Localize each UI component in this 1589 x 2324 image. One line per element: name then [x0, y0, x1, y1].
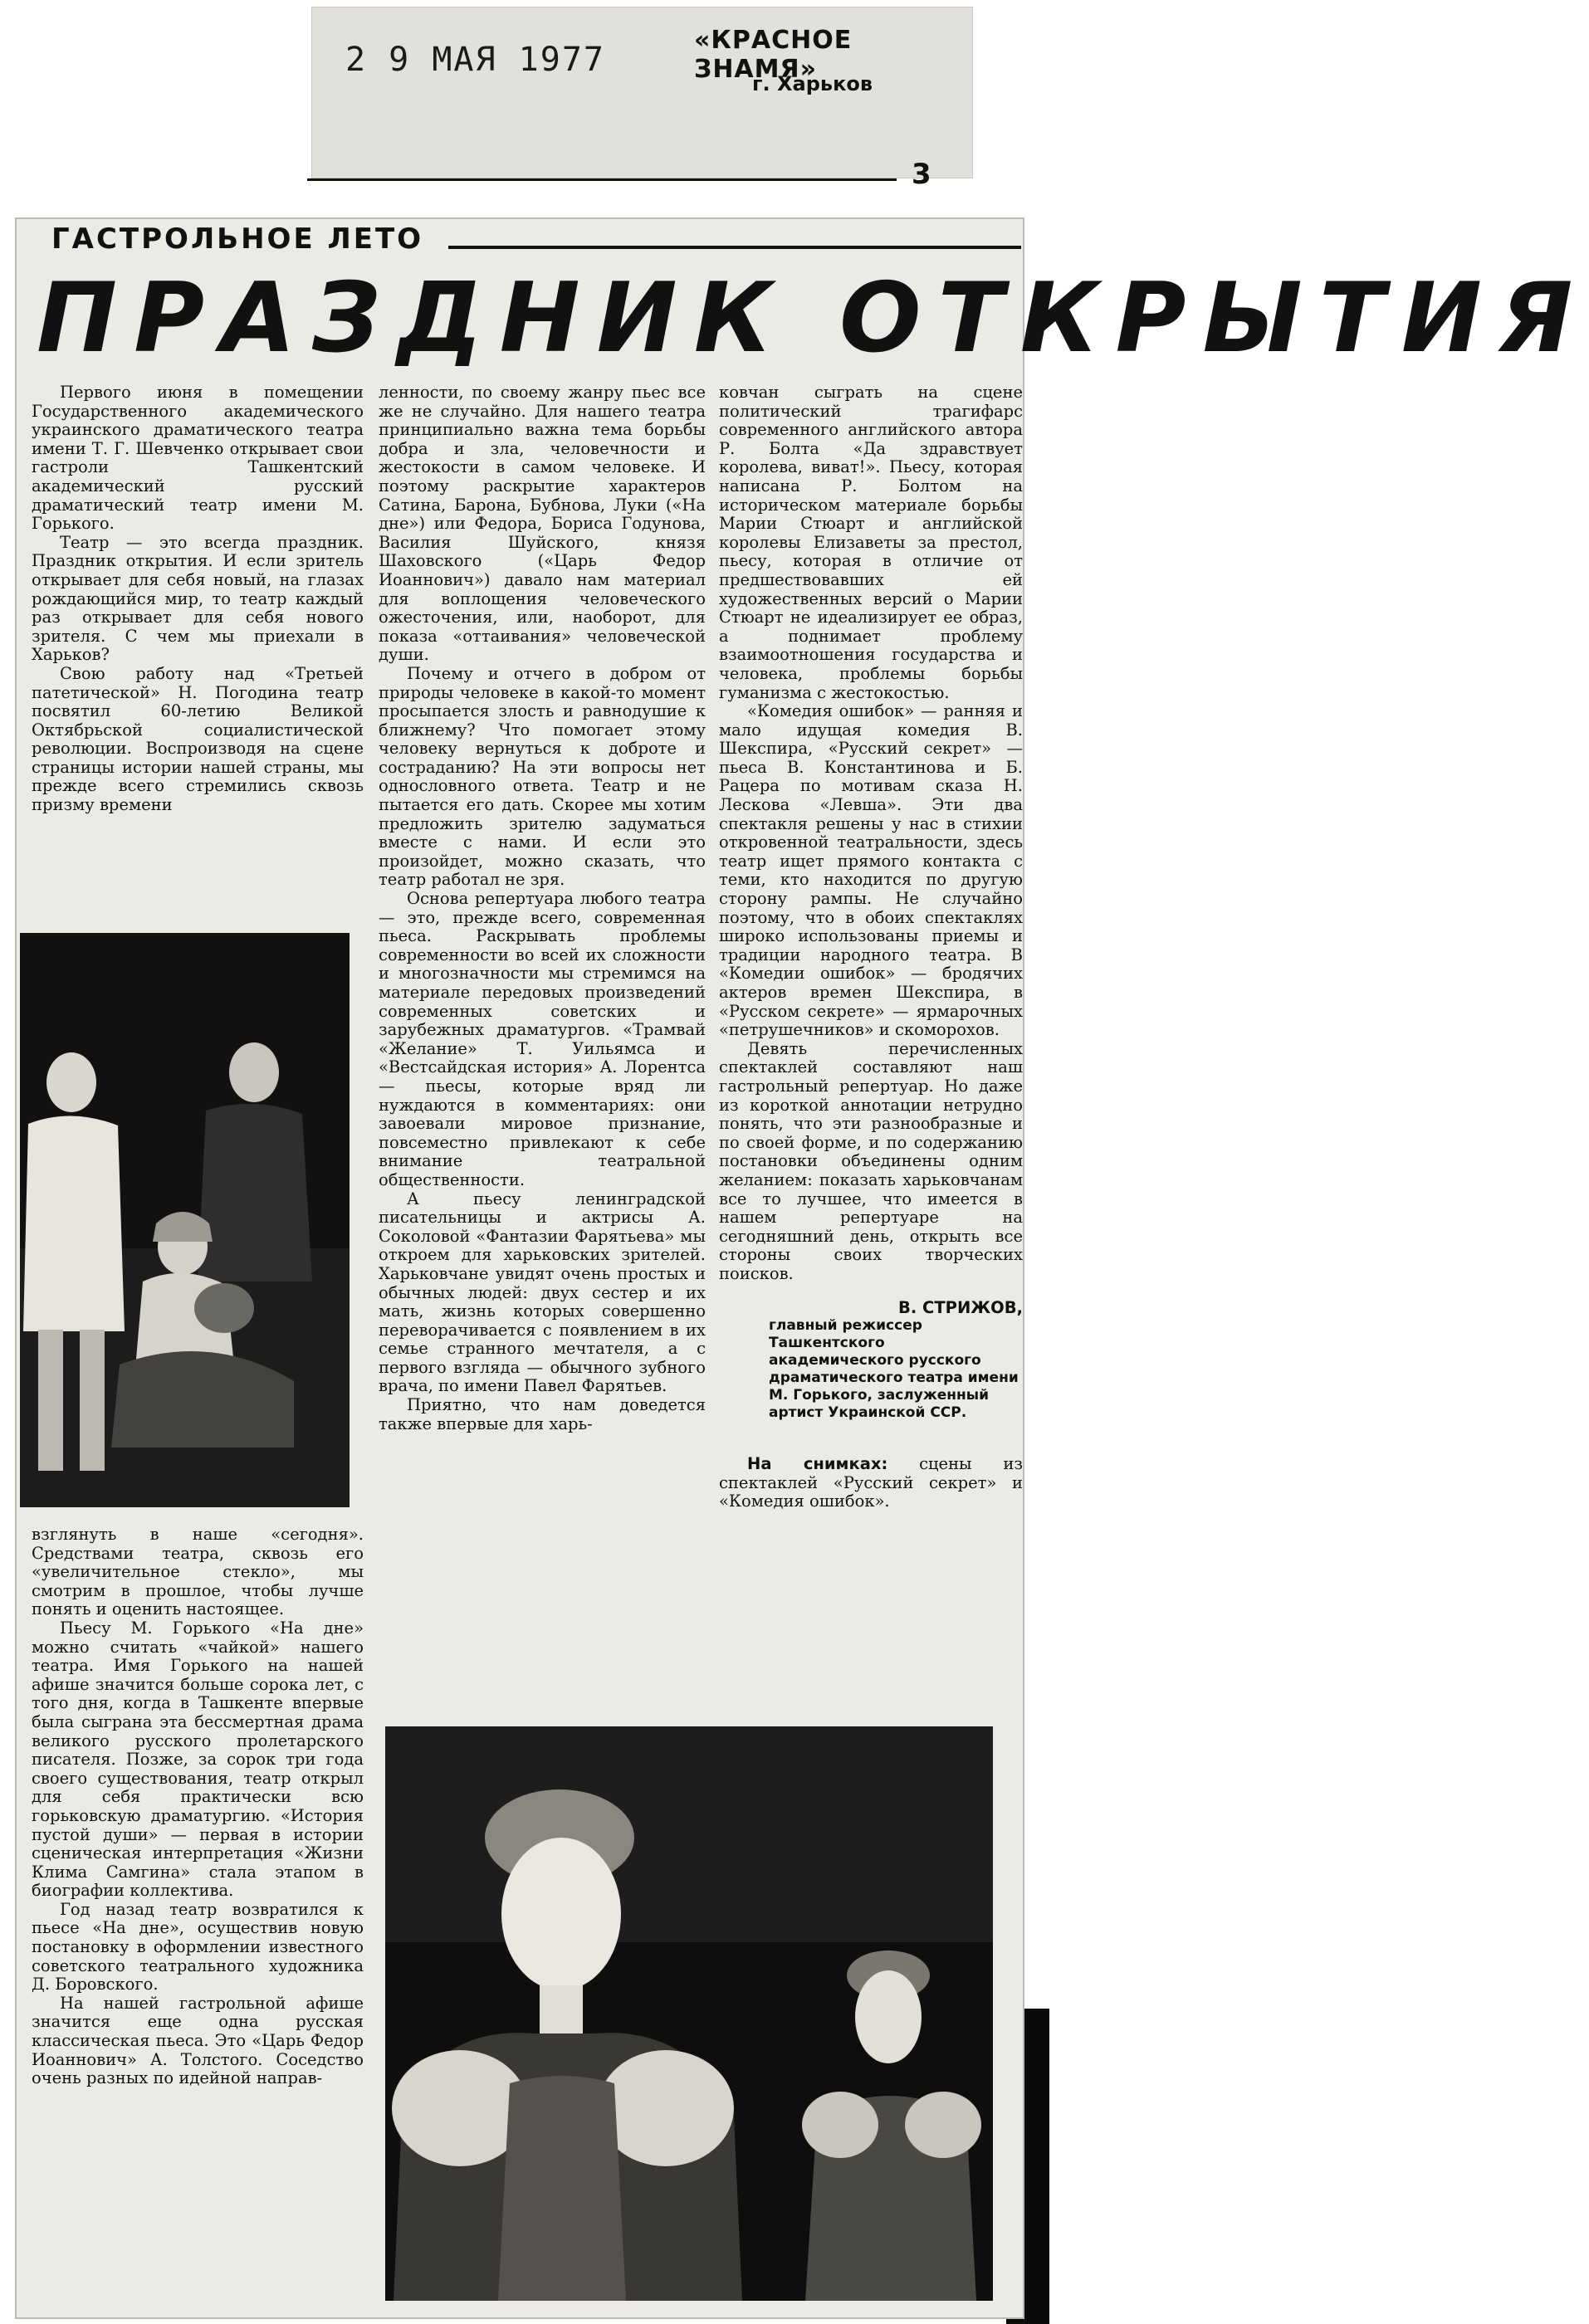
stamp-date: 2 9 МАЯ 1977: [345, 41, 605, 79]
caption-lead: На снимках:: [747, 1454, 888, 1474]
author-role: главный режиссер Ташкентского академического русского драматического театра имени М. Горького, заслуженный артист Украинской ССР.: [769, 1317, 1019, 1422]
photo-comedy-of-errors: [385, 1726, 993, 2301]
clipping-stamp: [311, 7, 973, 178]
page-rule: [307, 178, 897, 181]
paragraph: ленности, по своему жанру пьес все же не случайно. Для нашего театра принципиально важна тема борьбы добра и зла, человечности и жестокости в самом человеке. И поэтому раскрытие характеров Сатина, Барона, Бубнова, Луки («На дне») или Федора, Бориса Годунова, Василия Шуйского, князя Шаховского («Царь Федор Иоаннович») давало нам материал для воплощения человеческого ожесточения, или, наоборот, для показа «оттаивания» человеческой души.: [379, 383, 706, 665]
author-signature: В. СТРИЖОВ,: [897, 1297, 1023, 1317]
paragraph: Свою работу над «Третьей патетической» Н. Погодина театр посвятил 60-летию Великой Октябрьской социалистической революции. Воспроизводя на сцене страницы истории нашей страны, мы прежде всего стремились сквозь призму времени: [32, 663, 364, 815]
paragraph: «Комедия ошибок» — ранняя и мало идущая комедия В. Шекспира, «Русский секрет» — пьеса В. Константинова и Б. Рацера по мотивам сказа Н. Лескова «Левша». Эти два спектакля решены у нас в стихии откровенной театральности, здесь театр ищет прямого контакта с теми, кто находится по другую сторону рампы. Не случайно поэтому, что в обоих спектаклях широко использованы приемы и традиции народного театра. В «Комедии ошибок» — бродячих актеров времен Шекспира, в «Русском секрете» — ярмарочных «петрушечников» и скоморохов.: [719, 701, 1023, 1040]
photo-caption: [719, 1455, 1023, 1511]
paragraph: Театр — это всегда праздник. Праздник открытия. И если зритель открывает для себя новый, на глазах рождающийся мир, то театр каждый раз открывает для себя нового зрителя. С чем мы приехали в Харьков?: [32, 532, 364, 665]
paragraph: ковчан сыграть на сцене политический трагифарс современного английского автора Р. Болта «Да здравствует королева, виват!». Пьесу, которая написана Р. Болтом на историческом материале борьбы Марии Стюарт и английской королевы Елизаветы за престол, пьесу, которая в отличие от предшествовавших ей художественных версий о Марии Стюарт не идеализирует ее образ, а поднимает проблему взаимоотношения государства и человека, проблемы борьбы гуманизма с жестокостью.: [719, 383, 1023, 702]
paragraph: Пьесу М. Горького «На дне» можно считать «чайкой» нашего театра. Имя Горького на нашей афише значится больше сорока лет, с того дня, когда в Ташкенте впервые была сыграна эта бессмертная драма великого русского пролетарского писателя. Позже, за сорок три года своего существования, театр открыл для себя практически всю горьковскую драматургию. «История пустой души» — первая в истории сценическая интерпретация «Жизни Клима Самгина» стала этапом в биографии коллектива.: [32, 1618, 364, 1901]
paragraph: На нашей гастрольной афише значится еще одна русская классическая пьеса. Это «Царь Федор Иоаннович» А. Толстого. Соседство очень разных по идейной направ-: [32, 1993, 364, 2088]
column-1-top: [32, 383, 364, 815]
paragraph: Приятно, что нам доведется также впервые для харь-: [379, 1395, 706, 1433]
caption-text: сцены из спектаклей «Русский секрет» и «Комедия ошибок».: [719, 1454, 1023, 1511]
stamp-newspaper: «КРАСНОЕ ЗНАМЯ»: [694, 26, 853, 84]
rubric: ГАСТРОЛЬНОЕ ЛЕТО: [51, 222, 424, 256]
paragraph: Первого июня в помещении Государственного академического украинского драматического театра имени Т. Г. Шевченко открывает свои гастроли Ташкентский академический русский драматический театр имени М. Горького.: [32, 383, 364, 534]
stamp-city: г. Харьков: [752, 72, 873, 95]
page-number: 3: [912, 158, 931, 191]
photo-russian-secret: [20, 933, 350, 1507]
column-3: [719, 383, 1023, 1511]
paragraph: А пьесу ленинградской писательницы и актрисы А. Соколовой «Фантазии Фарятьева» мы откроем для харьковских зрителей. Харьковчане увидят очень простых и обычных людей: двух сестер и их мать, жизнь которых совершенно переворачивается с появлением в их семье странного мечтателя, а с первого взгляда — обычного зубного врача, по имени Павел Фарятьев.: [379, 1189, 706, 1396]
rubric-rule: [448, 246, 1021, 249]
headline: ПРАЗДНИК ОТКРЫТИЯ: [37, 262, 1589, 374]
column-2: [379, 383, 706, 1433]
paragraph: Девять перечисленных спектаклей составляют наш гастрольный репертуар. Но даже из короткой аннотации нетрудно понять, что эти разнообразные и по своей форме, и по содержанию постановки объединены одним желанием: показать харьковчанам все то лучшее, что имеется в нашем репертуаре на сегодняшний день, открыть все стороны своих творческих поисков.: [719, 1038, 1023, 1283]
photo-scene-illustration: [385, 1726, 993, 2301]
paragraph: Основа репертуара любого театра — это, прежде всего, современная пьеса. Раскрывать проблемы современности во всей их сложности и многозначности мы стремимся на материале передовых произведений современных советских и зарубежных драматургов. «Трамвай «Желание» Т. Уильямса и «Вестсайдская история» А. Лорентса — пьесы, которые вряд ли нуждаются в комментариях: они завоевали мировое признание, повсеместно привлекают к себе внимание театральной общественности.: [379, 889, 706, 1189]
paragraph: Год назад театр возвратился к пьесе «На дне», осуществив новую постановку в оформлении известного советского театрального художника Д. Боровского.: [32, 1899, 364, 1994]
paragraph: взглянуть в наше «сегодня». Средствами театра, сквозь его «увеличительное стекло», мы смотрим в прошлое, чтобы лучше понять и оценить настоящее.: [32, 1525, 364, 1619]
column-1-bottom: [32, 1526, 364, 2088]
paragraph: Почему и отчего в добром от природы человеке в какой-то момент просыпается злость и равнодушие к ближнему? Что помогает этому человеку вернуться к доброте и состраданию? На эти вопросы нет однословного ответа. Театр и не пытается его дать. Скорее мы хотим предложить зрителю задуматься вместе с нами. И если это произойдет, можно сказать, что театр работал не зря.: [379, 663, 706, 890]
photo-scene-illustration: [20, 933, 350, 1507]
